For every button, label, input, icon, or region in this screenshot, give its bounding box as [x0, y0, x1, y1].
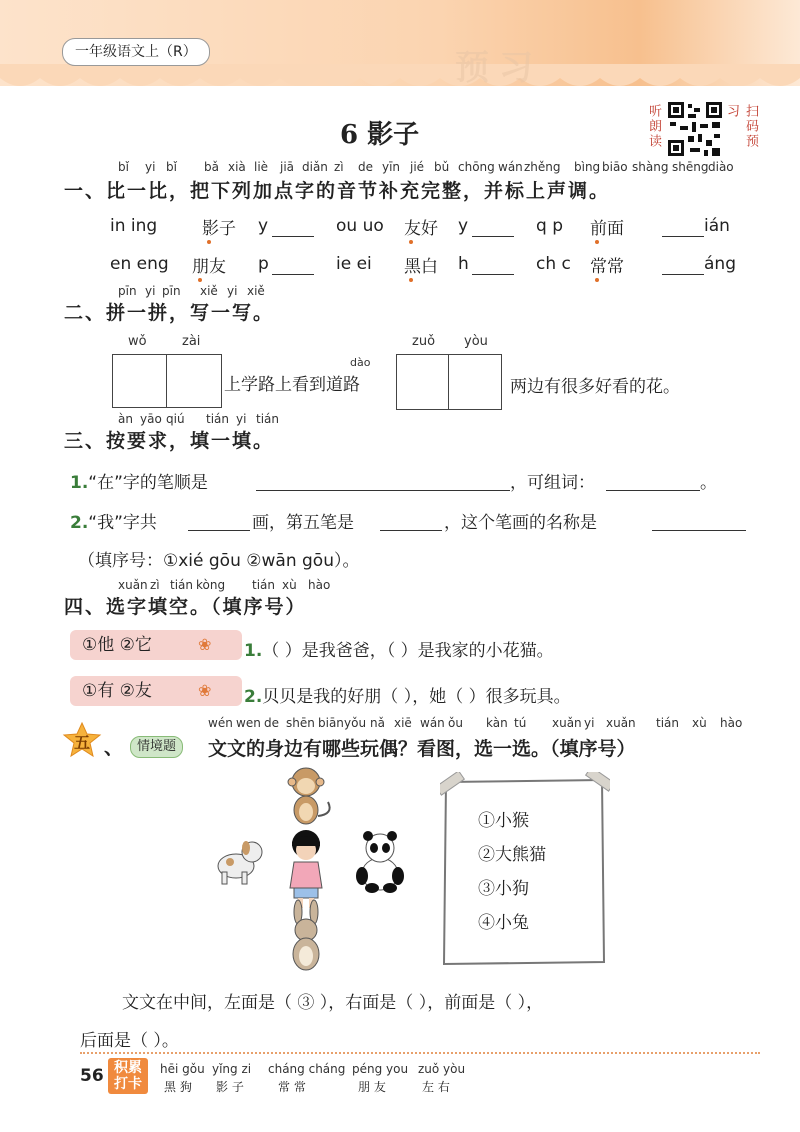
list-item: ②大熊猫	[478, 845, 546, 865]
q-text: ，这个笔画的名称是	[444, 513, 597, 533]
pinyin: jié	[410, 160, 425, 174]
s4-q1	[244, 636, 554, 661]
tulip-icon: ❀	[198, 635, 212, 654]
blank[interactable]	[652, 530, 746, 531]
footer-word: 黑 狗	[164, 1080, 192, 1094]
toys-illustration	[208, 764, 418, 974]
list-item: ④小兔	[478, 913, 529, 933]
option-box	[70, 630, 242, 660]
comma: 、	[104, 737, 124, 759]
blank[interactable]	[662, 236, 704, 237]
header-wave	[0, 64, 800, 104]
blank[interactable]	[272, 274, 314, 275]
pinyin: zài	[182, 334, 201, 349]
accumulate-stamp	[108, 1058, 148, 1094]
pinyin: xuǎn	[552, 716, 582, 730]
word: 朋友	[192, 257, 226, 277]
pinyin: dào	[350, 356, 371, 369]
pinyin: liè	[254, 160, 269, 174]
pinyin: xiě	[200, 284, 218, 298]
q-text: 。	[700, 473, 717, 493]
pinyin: xù	[692, 716, 707, 730]
pinyin: shēng	[672, 160, 709, 174]
pinyin: diǎn	[302, 160, 328, 174]
tulip-icon: ❀	[198, 681, 212, 700]
blank[interactable]	[272, 236, 314, 237]
pinyin: nǎ	[370, 716, 385, 730]
option-box	[70, 676, 242, 706]
writing-box[interactable]	[448, 354, 502, 410]
s4-heading: 四、选字填空。（填序号）	[64, 596, 307, 618]
q-num: 1.	[70, 473, 89, 493]
syllable: p	[258, 254, 269, 274]
pair: ou uo	[336, 216, 384, 236]
pinyin: wǒ	[128, 334, 147, 349]
writing-box[interactable]	[166, 354, 222, 408]
pinyin: bǎ	[204, 160, 219, 174]
qr-left-label: 听朗读	[646, 104, 661, 149]
pinyin: yi	[584, 716, 595, 730]
q-num: 2.	[70, 513, 89, 533]
s2-text2: 两边有很多好看的花。	[510, 377, 680, 397]
pinyin: yi	[227, 284, 238, 298]
q-num: 1.	[244, 641, 263, 661]
q-text: “在”字的笔顺是	[88, 473, 208, 493]
q-num: 2.	[244, 687, 263, 707]
word: 友好	[404, 219, 438, 239]
syllable: ián	[704, 216, 730, 236]
q-text: 贝贝是我的好朋（ ），她（ ）很多玩具。	[262, 687, 571, 707]
s5-answer-line1: 文文在中间，左面是（ ③ ），右面是（ ），前面是（ ），	[122, 993, 544, 1013]
footer-pinyin: péng you	[352, 1062, 409, 1076]
pinyin: xiē	[394, 716, 412, 730]
footer-word: 常 常	[278, 1080, 306, 1094]
grade-label: 一年级语文上（R）	[62, 38, 210, 66]
q-text: “我”字共	[88, 513, 157, 533]
monkey-icon	[288, 768, 330, 824]
footer-pinyin: cháng cháng	[268, 1062, 346, 1076]
pair: q p	[536, 216, 563, 236]
footer-word: 影 子	[216, 1080, 244, 1094]
s2-text1: 上学路上看到道路	[224, 375, 360, 395]
pinyin: qiú	[166, 412, 185, 426]
footer-pinyin: hēi gǒu	[160, 1062, 205, 1076]
pinyin: kòng	[196, 578, 226, 592]
pinyin: xiě	[247, 284, 265, 298]
pinyin: shēn	[286, 716, 315, 730]
blank[interactable]	[380, 530, 442, 531]
syllable: y	[458, 216, 469, 236]
stamp-line1: 积累	[114, 1060, 142, 1076]
page-title: 6 影子	[340, 120, 420, 150]
pinyin: xià	[228, 160, 246, 174]
syllable: áng	[704, 254, 736, 274]
emphasis-dot	[207, 240, 211, 244]
pinyin: zì	[150, 578, 160, 592]
pinyin: jiā	[280, 160, 295, 174]
pinyin: kàn	[486, 716, 508, 730]
section-number: 五	[73, 733, 91, 752]
qr-code-icon[interactable]	[666, 100, 724, 158]
writing-box[interactable]	[396, 354, 450, 410]
writing-box[interactable]	[112, 354, 168, 408]
s5-heading: 文文的身边有哪些玩偶？看图，选一选。（填序号）	[208, 738, 636, 760]
page-number: 56	[80, 1066, 104, 1086]
pinyin: àn	[118, 412, 133, 426]
note-paper	[440, 772, 610, 972]
pinyin: yi	[236, 412, 247, 426]
pinyin: yīn	[382, 160, 401, 174]
pinyin: wen	[236, 716, 261, 730]
footer-word: 左 右	[422, 1080, 450, 1094]
blank[interactable]	[606, 490, 700, 491]
header-watermark: 预习	[455, 48, 543, 88]
pinyin: wén	[208, 716, 233, 730]
list-item: ③小狗	[478, 879, 529, 899]
pair: ch c	[536, 254, 571, 274]
pinyin: zuǒ	[412, 334, 436, 349]
pinyin: bǔ	[434, 160, 450, 174]
pair: en eng	[110, 254, 169, 274]
pinyin: yi	[145, 284, 156, 298]
word: 前面	[590, 219, 624, 239]
pinyin: bǐ	[166, 160, 177, 174]
q-text: ，可组词：	[510, 473, 595, 493]
emphasis-dot	[595, 278, 599, 282]
pinyin: wán	[498, 160, 523, 174]
pinyin: yāo	[140, 412, 162, 426]
emphasis-dot	[198, 278, 202, 282]
pinyin: yòu	[464, 334, 488, 349]
footer-pinyin: yǐng zi	[212, 1062, 252, 1076]
pinyin: pīn	[162, 284, 181, 298]
pinyin: tián	[256, 412, 279, 426]
s3-q1-num	[70, 468, 208, 493]
pinyin: yi	[145, 160, 156, 174]
pinyin: hào	[720, 716, 743, 730]
syllable: y	[258, 216, 269, 236]
pinyin: yǒu	[344, 716, 367, 730]
s5-pinyin	[208, 716, 768, 732]
pinyin: zì	[334, 160, 344, 174]
dog-icon	[218, 841, 262, 884]
emphasis-dot	[595, 240, 599, 244]
s3-q2-hint: （填序号：①xié gōu ②wān gōu）。	[78, 551, 360, 571]
pinyin: wán	[420, 716, 445, 730]
pinyin: pīn	[118, 284, 137, 298]
syllable: h	[458, 254, 469, 274]
blank[interactable]	[472, 236, 514, 237]
rabbit-icon	[293, 900, 319, 970]
pinyin: diào	[708, 160, 734, 174]
pinyin: shàng	[632, 160, 669, 174]
pinyin: de	[264, 716, 279, 730]
word: 常常	[590, 257, 624, 277]
blank[interactable]	[256, 490, 510, 491]
pair: in ing	[110, 216, 158, 236]
pinyin: xù	[282, 578, 297, 592]
pinyin: tián	[656, 716, 679, 730]
pinyin: biāo	[602, 160, 628, 174]
pinyin: xuǎn	[118, 578, 148, 592]
footer-pinyin: zuǒ yòu	[418, 1062, 466, 1076]
s3-q2	[70, 508, 157, 533]
star-badge-icon	[62, 722, 102, 758]
pinyin: tián	[206, 412, 229, 426]
footer-divider	[80, 1052, 760, 1054]
pinyin: tián	[252, 578, 275, 592]
s3-heading: 三、按要求，填一填。	[64, 430, 275, 452]
pinyin: tú	[514, 716, 527, 730]
blank[interactable]	[472, 274, 514, 275]
q-text: 画，第五笔是	[252, 513, 354, 533]
pinyin: de	[358, 160, 373, 174]
pair: ie ei	[336, 254, 372, 274]
s1-heading: 一、比一比，把下列加点字的音节补充完整，并标上声调。	[64, 180, 611, 202]
panda-icon	[356, 831, 404, 893]
pinyin: tián	[170, 578, 193, 592]
pinyin: bǐ	[118, 160, 129, 174]
s5-answer-line2: 后面是（ ）。	[80, 1031, 179, 1051]
pinyin: xuǎn	[606, 716, 636, 730]
emphasis-dot	[409, 278, 413, 282]
pinyin: bìng	[574, 160, 601, 174]
list-item: ①小猴	[478, 811, 529, 831]
pinyin: biān	[318, 716, 344, 730]
q-text: （ ）是我爸爸，（ ）是我家的小花猫。	[262, 641, 554, 661]
pinyin: zhěng	[524, 160, 561, 174]
blank[interactable]	[662, 274, 704, 275]
pinyin: ǒu	[448, 716, 463, 730]
options: ①有 ②友	[82, 681, 152, 701]
s2-heading: 二、拼一拼，写一写。	[64, 302, 275, 324]
qr-right-label: 扫码预习	[724, 104, 758, 149]
word: 黑白	[404, 257, 438, 277]
pinyin: chōng	[458, 160, 495, 174]
emphasis-dot	[409, 240, 413, 244]
s4-q2	[244, 682, 571, 707]
scenario-badge: 情境题	[130, 736, 183, 758]
footer-word: 朋 友	[358, 1080, 386, 1094]
blank[interactable]	[188, 530, 250, 531]
stamp-line2: 打卡	[114, 1076, 142, 1092]
options: ①他 ②它	[82, 635, 152, 655]
pinyin: hào	[308, 578, 331, 592]
word: 影子	[202, 219, 236, 239]
girl-icon	[290, 830, 322, 908]
